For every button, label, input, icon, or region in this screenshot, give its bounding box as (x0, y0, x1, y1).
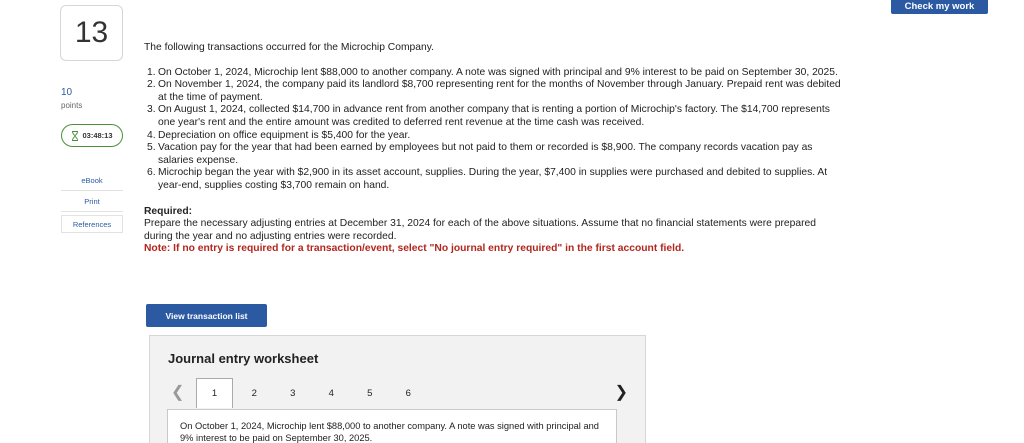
question-number: 13 (60, 5, 123, 61)
transaction-list (144, 67, 844, 193)
chevron-right-icon[interactable]: ❯ (614, 384, 628, 401)
tab-1[interactable]: 1 (196, 378, 233, 408)
timer-value: 03:48:13 (82, 131, 113, 140)
worksheet-title: Journal entry worksheet (168, 351, 319, 366)
print-link[interactable]: Print (61, 191, 123, 212)
tab-2[interactable]: 2 (251, 387, 257, 399)
tab-3[interactable]: 3 (290, 387, 296, 399)
chevron-left-icon[interactable]: ❮ (171, 384, 185, 401)
required-text: Prepare the necessary adjusting entries at December 31, 2024 for each of the above situations. Assume that no financial statements were prepared during the year and no adjusting entries were recorded. (144, 218, 816, 242)
check-my-work-button[interactable]: Check my work (891, 0, 988, 14)
side-links (61, 170, 123, 233)
problem-intro: The following transactions occurred for the Microchip Company. (144, 42, 434, 53)
required-section (144, 206, 844, 256)
tab-4[interactable]: 4 (328, 387, 334, 399)
journal-entry-worksheet (149, 335, 646, 443)
transaction-item: 6. Microchip began the year with $2,900 in its asset account, supplies. During the year, $7,400 in supplies were purchased and debited to supplies. At year-end, supplies costing $3,700 remain on hand. (147, 167, 828, 191)
points-value: 10 (61, 87, 73, 98)
hourglass-icon (71, 131, 79, 141)
transaction-item: 4. Depreciation on office equipment is $5,400 for the year. (147, 129, 411, 141)
required-note: Note: If no entry is required for a transaction/event, select "No journal entry required" in the first account field. (144, 243, 685, 255)
transaction-item: 2. On November 1, 2024, the company paid its landlord $8,700 representing rent for the months of November through January. Prepaid rent was debited at the time of payment. (147, 79, 841, 103)
tab-6[interactable]: 6 (405, 387, 411, 399)
problem-content (144, 42, 844, 256)
tab-5[interactable]: 5 (367, 387, 373, 399)
required-title: Required: (144, 205, 193, 217)
transaction-description: On October 1, 2024, Microchip lent $88,000 to another company. A note was signed with principal and 9% interest to be paid on September 30, 2025. (167, 409, 617, 443)
worksheet-tabs (196, 378, 428, 408)
points-label: points (61, 101, 83, 110)
transaction-item: 3. On August 1, 2024, collected $14,700 in advance rent from another company that is renting a portion of Microchip's factory. The $14,700 represents one year's rent and the entire amount was credited to deferred rent revenue at the time cash was received. (147, 104, 830, 128)
references-link[interactable]: References (61, 215, 123, 233)
timer (61, 124, 123, 147)
ebook-link[interactable]: eBook (61, 170, 123, 191)
transaction-item: 1. On October 1, 2024, Microchip lent $88,000 to another company. A note was signed with principal and 9% interest to be paid on September 30, 2025. (147, 66, 838, 78)
worksheet-nav (168, 378, 628, 408)
transaction-item: 5. Vacation pay for the year that had been earned by employees but not paid to them or recorded is $8,900. The company records vacation pay as salaries expense. (147, 142, 813, 166)
view-transaction-list-button[interactable]: View transaction list (146, 304, 267, 327)
